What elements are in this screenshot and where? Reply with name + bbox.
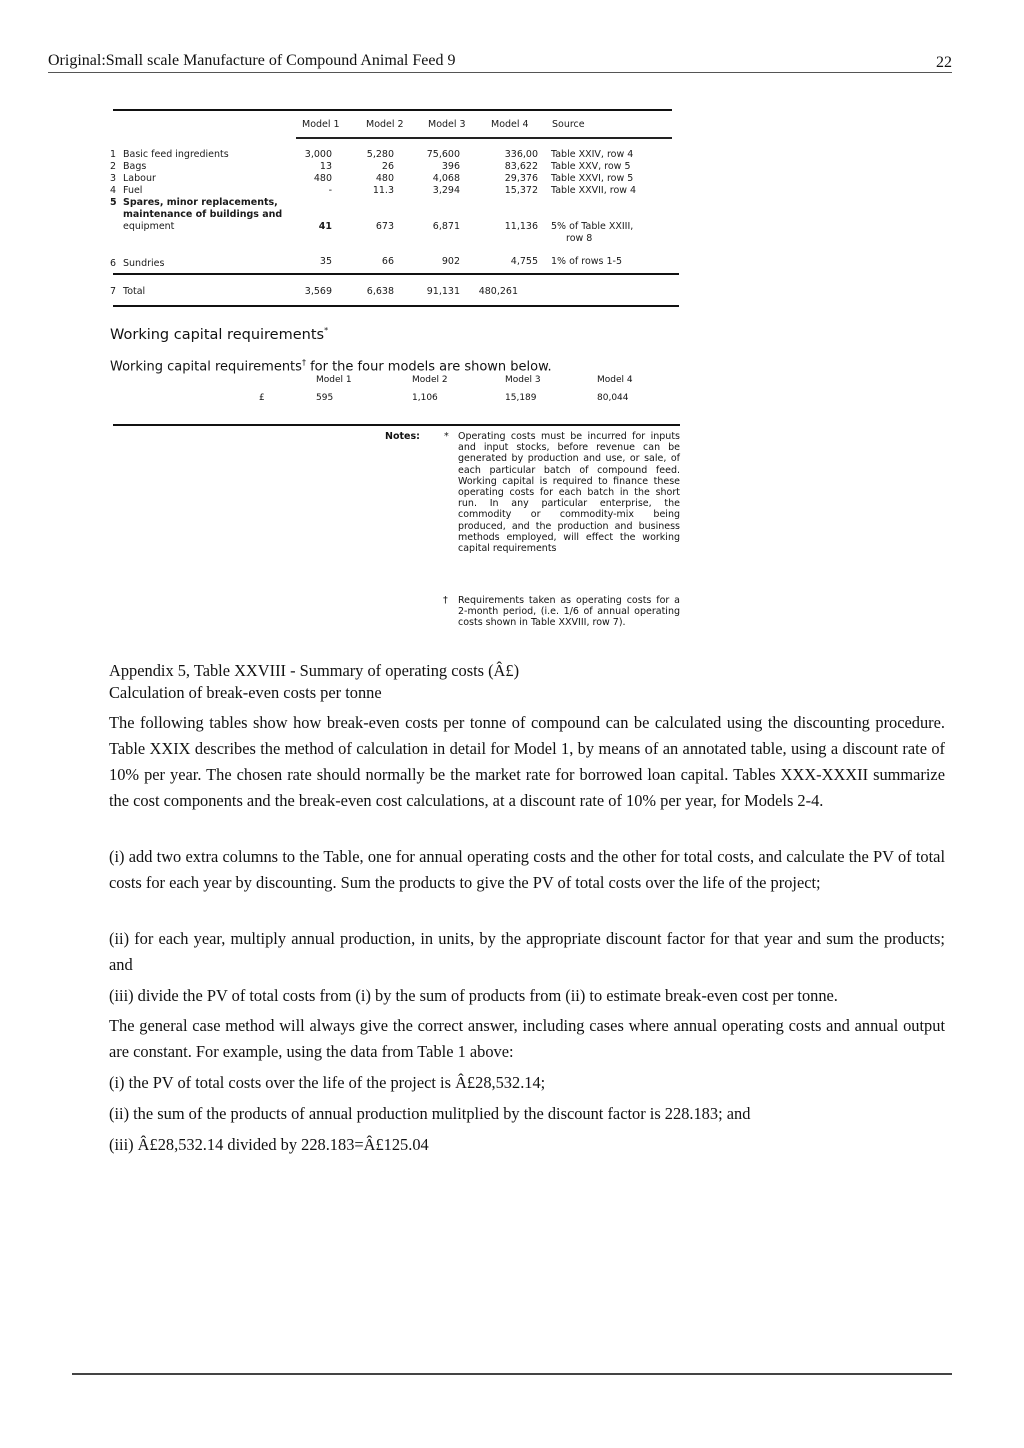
row-number: 2 — [110, 161, 117, 172]
cell-source: Table XXIV, row 4 — [551, 149, 634, 160]
row-number: 5 — [110, 197, 117, 208]
page-header — [48, 50, 952, 73]
cell-model-3: 4,068 — [432, 173, 460, 184]
table-caption — [109, 660, 519, 704]
footnote-mark: † — [301, 358, 306, 367]
cell-model-2: 5,280 — [366, 149, 394, 160]
cell-model-2: 11.3 — [372, 185, 394, 196]
wc-value: 80,044 — [597, 393, 629, 403]
column-header: Model 2 — [366, 119, 404, 130]
caption-line: Appendix 5, Table XXVIII - Summary of operating costs (Â£) — [109, 661, 520, 680]
row-label: Spares, minor replacements, — [123, 197, 278, 208]
row-number: 3 — [110, 173, 117, 184]
row-number: 6 — [110, 258, 117, 269]
cell-model-4: 336,00 — [504, 149, 538, 160]
notes-rule — [113, 424, 680, 426]
cell-model-3: 6,871 — [432, 221, 460, 232]
cell-model-1: 480 — [313, 173, 332, 184]
row-number: 7 — [110, 286, 117, 297]
section-heading — [110, 326, 328, 343]
wc-value: 15,189 — [505, 393, 537, 403]
paragraph: (ii) the sum of the products of annual production mulitplied by the discount factor is 228.183; and — [109, 1104, 751, 1123]
total-rule — [113, 273, 679, 275]
intro-text: Working capital requirements — [110, 359, 302, 375]
paragraph: (iii) divide the PV of total costs from (i) by the sum of products from (ii) to estimate break-even cost per tonne. — [109, 986, 838, 1005]
table-top-rule — [113, 109, 672, 111]
row-label: equipment — [123, 221, 175, 232]
wc-model-header: Model 1 — [316, 375, 352, 385]
paragraph: The following tables show how break-even costs per tonne of compound can be calculated using the discounting procedure. Table XXIX describes the method of calculation in detail for Model 1, by means of an annotated table, using a discount rate of 10% per year. The chosen rate should normally be the market rate for borrowed loan capital. Tables XXX-XXXII summarize the cost components and the break-even cost calculations, at a discount rate of 10% per year, for Models 2-4. — [109, 713, 945, 810]
cell-model-4: 4,755 — [510, 256, 538, 267]
cell-model-1: 41 — [318, 221, 332, 232]
cell-source: 5% of Table XXIII, — [551, 221, 634, 232]
heading-text: Working capital requirements — [110, 326, 325, 343]
footnote-mark: * — [324, 326, 329, 335]
footer-rule — [72, 1373, 952, 1375]
cell-model-3: 91,131 — [426, 286, 460, 297]
cell-source: Table XXVI, row 5 — [551, 173, 634, 184]
cell-model-2: 673 — [375, 221, 394, 232]
document-title: Original:Small scale Manufacture of Compound Animal Feed 9 — [48, 52, 456, 69]
column-header: Model 4 — [491, 119, 529, 130]
row-label: Bags — [123, 161, 147, 172]
currency-symbol: £ — [259, 393, 265, 403]
cell-model-3: 396 — [441, 161, 460, 172]
caption-line: Calculation of break-even costs per tonne — [109, 683, 382, 702]
column-header: Source — [552, 119, 585, 130]
paragraph: The general case method will always give the correct answer, including cases where annual operating costs and annual output are constant. For example, using the data from Table 1 above: — [109, 1016, 945, 1061]
row-label: Basic feed ingredients — [123, 149, 229, 160]
cell-model-2: 6,638 — [366, 286, 394, 297]
cell-model-4: 83,622 — [504, 161, 538, 172]
cell-model-1: 3,000 — [304, 149, 332, 160]
row-label: maintenance of buildings and — [123, 209, 283, 220]
cell-model-1: 13 — [319, 161, 332, 172]
section-intro — [110, 358, 552, 374]
cell-model-4: 15,372 — [504, 185, 538, 196]
row-label: Total — [123, 286, 146, 297]
wc-model-header: Model 2 — [412, 375, 448, 385]
cell-model-2: 26 — [381, 161, 394, 172]
wc-model-header: Model 3 — [505, 375, 541, 385]
cell-source: Table XXV, row 5 — [551, 161, 631, 172]
cell-model-2: 66 — [381, 256, 394, 267]
intro-text: for the four models are shown below. — [305, 359, 552, 375]
note-mark: * — [444, 431, 449, 442]
paragraph: (i) the PV of total costs over the life of the project is Â£28,532.14; — [109, 1073, 546, 1092]
wc-value: 1,106 — [412, 393, 438, 403]
page-number: 22 — [936, 54, 952, 71]
paragraph: (ii) for each year, multiply annual production, in units, by the appropriate discount factor for that year and sum the products; and — [109, 929, 945, 974]
cell-model-4: 480,261 — [478, 286, 518, 297]
header-rule — [296, 137, 672, 139]
cell-source: 1% of rows 1-5 — [551, 256, 623, 267]
paragraph: (i) add two extra columns to the Table, one for annual operating costs and the other for total costs, and calculate the PV of total costs for each year by discounting. Sum the products to give the PV of total costs over the life of the project; — [109, 847, 945, 892]
cell-model-1: 3,569 — [304, 286, 332, 297]
table-bottom-rule — [113, 305, 679, 307]
row-label: Sundries — [123, 258, 165, 269]
wc-model-header: Model 4 — [597, 375, 633, 385]
row-number: 1 — [110, 149, 117, 160]
row-number: 4 — [110, 185, 117, 196]
note-text: Operating costs must be incurred for inputs and input stocks, before revenue can be generated by production and use, or sale, of each particular batch of compound feed. Working capital is required to finance these operating costs for each batch in the short run. In any particular enterprise, the commodity or commodity-mix being produced, and the production and business methods employed, will effect the working capital requirements — [458, 431, 680, 555]
cell-model-3: 3,294 — [432, 185, 460, 196]
column-header: Model 3 — [428, 119, 466, 130]
cell-model-4: 11,136 — [504, 221, 538, 232]
cell-model-3: 75,600 — [426, 149, 460, 160]
note-mark: † — [443, 595, 448, 606]
row-label: Fuel — [123, 185, 143, 196]
column-header: Model 1 — [302, 119, 340, 130]
cell-model-2: 480 — [375, 173, 394, 184]
cell-source: Table XXVII, row 4 — [551, 185, 637, 196]
wc-value: 595 — [316, 393, 334, 403]
cell-source: row 8 — [566, 233, 593, 244]
note-text: Requirements taken as operating costs for a 2-month period, (i.e. 1/6 of annual operating costs shown in Table XXVIII, row 7). — [458, 595, 680, 629]
cell-model-3: 902 — [441, 256, 460, 267]
row-label: Labour — [123, 173, 156, 184]
paragraph: (iii) Â£28,532.14 divided by 228.183=Â£125.04 — [109, 1135, 429, 1154]
cell-model-4: 29,376 — [504, 173, 538, 184]
notes-label: Notes: — [385, 431, 420, 442]
cell-model-1: 35 — [319, 256, 332, 267]
cell-model-1: - — [328, 185, 332, 196]
